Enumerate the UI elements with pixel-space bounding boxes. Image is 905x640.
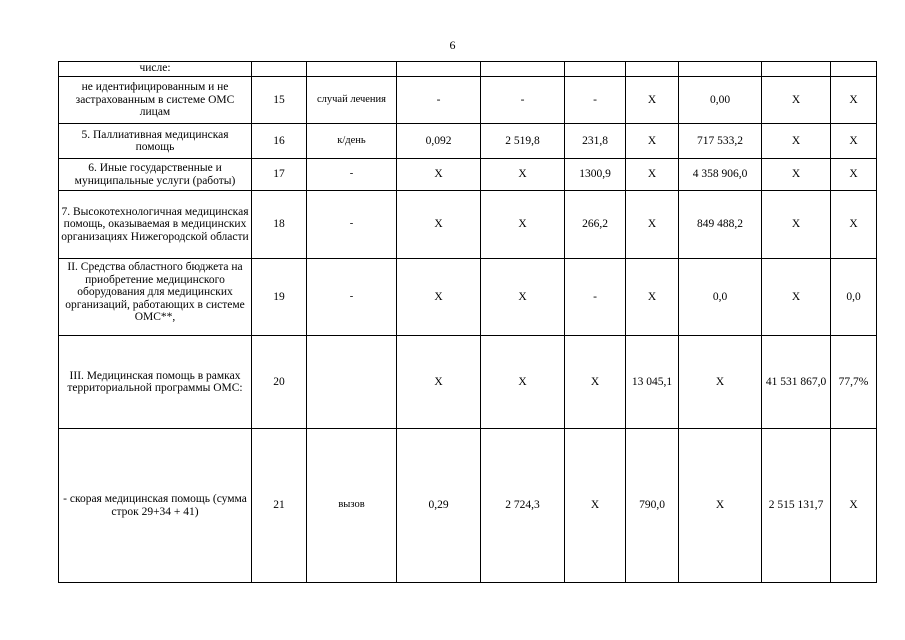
row-cell-6: - (565, 77, 626, 124)
row-cell-7: Х (626, 77, 679, 124)
row-cell-10: Х (831, 159, 877, 191)
row-cell-4 (397, 62, 481, 77)
row-cell-5 (481, 62, 565, 77)
row-cell-9: Х (762, 77, 831, 124)
row-unit: - (307, 191, 397, 259)
row-unit: - (307, 259, 397, 336)
row-cell-7: 790,0 (626, 429, 679, 583)
table-row (59, 429, 877, 583)
table-row (59, 259, 877, 336)
row-cell-4: Х (397, 191, 481, 259)
row-cell-10: Х (831, 77, 877, 124)
row-name: - скорая медицинская помощь (сумма строк 29+34 + 41) (59, 429, 252, 583)
row-cell-10: 0,0 (831, 259, 877, 336)
financing-table (58, 61, 877, 583)
row-number: 18 (252, 191, 307, 259)
table-row (59, 62, 877, 77)
row-name: II. Средства областного бюджета на приобретение медицинского оборудования для медицинских организаций, работающих в системе ОМС**, (59, 259, 252, 336)
row-cell-4: Х (397, 259, 481, 336)
row-cell-8: 0,00 (679, 77, 762, 124)
row-cell-6: - (565, 259, 626, 336)
row-cell-6: 266,2 (565, 191, 626, 259)
row-number: 20 (252, 336, 307, 429)
row-cell-6: 1300,9 (565, 159, 626, 191)
row-cell-8: 0,0 (679, 259, 762, 336)
row-unit: к/день (307, 124, 397, 159)
row-unit (307, 62, 397, 77)
row-cell-8: 717 533,2 (679, 124, 762, 159)
table-row (59, 191, 877, 259)
row-number: 19 (252, 259, 307, 336)
row-cell-8: 4 358 906,0 (679, 159, 762, 191)
row-cell-9: Х (762, 159, 831, 191)
row-name: 7. Высокотехнологичная медицинская помощь, оказываемая в медицинских организациях Нижегородской области (59, 191, 252, 259)
row-cell-8 (679, 62, 762, 77)
row-cell-5: 2 519,8 (481, 124, 565, 159)
row-cell-9 (762, 62, 831, 77)
row-cell-9: 41 531 867,0 (762, 336, 831, 429)
row-name: не идентифицированным и не застрахованным в системе ОМС лицам (59, 77, 252, 124)
row-cell-9: Х (762, 259, 831, 336)
row-cell-9: Х (762, 191, 831, 259)
row-name: числе: (59, 62, 252, 77)
row-cell-4: Х (397, 336, 481, 429)
table-row (59, 336, 877, 429)
row-cell-7 (626, 62, 679, 77)
row-cell-7: Х (626, 159, 679, 191)
row-unit (307, 336, 397, 429)
row-unit: вызов (307, 429, 397, 583)
row-cell-10 (831, 62, 877, 77)
table-row (59, 124, 877, 159)
page-number: 6 (449, 38, 456, 52)
row-cell-7: 13 045,1 (626, 336, 679, 429)
row-name: 5. Паллиативная медицинская помощь (59, 124, 252, 159)
row-cell-8: Х (679, 336, 762, 429)
row-unit: случай лечения (307, 77, 397, 124)
row-cell-5: Х (481, 191, 565, 259)
row-cell-5: Х (481, 159, 565, 191)
row-number: 17 (252, 159, 307, 191)
row-cell-9: Х (762, 124, 831, 159)
table-row (59, 159, 877, 191)
row-cell-4: 0,29 (397, 429, 481, 583)
row-cell-10: Х (831, 124, 877, 159)
row-cell-8: 849 488,2 (679, 191, 762, 259)
row-cell-5: Х (481, 336, 565, 429)
row-number: 15 (252, 77, 307, 124)
row-cell-10: Х (831, 429, 877, 583)
row-cell-5: Х (481, 259, 565, 336)
row-cell-6 (565, 62, 626, 77)
row-cell-8: Х (679, 429, 762, 583)
row-cell-4: - (397, 77, 481, 124)
row-cell-4: Х (397, 159, 481, 191)
row-cell-6: Х (565, 336, 626, 429)
row-cell-7: Х (626, 124, 679, 159)
row-cell-10: 77,7% (831, 336, 877, 429)
table-row (59, 77, 877, 124)
row-cell-6: Х (565, 429, 626, 583)
row-cell-4: 0,092 (397, 124, 481, 159)
row-number: 21 (252, 429, 307, 583)
row-cell-7: Х (626, 191, 679, 259)
row-cell-6: 231,8 (565, 124, 626, 159)
row-cell-9: 2 515 131,7 (762, 429, 831, 583)
row-cell-5: 2 724,3 (481, 429, 565, 583)
row-cell-10: Х (831, 191, 877, 259)
row-number: 16 (252, 124, 307, 159)
row-unit: - (307, 159, 397, 191)
row-number (252, 62, 307, 77)
row-cell-7: Х (626, 259, 679, 336)
row-cell-5: - (481, 77, 565, 124)
row-name: 6. Иные государственные и муниципальные услуги (работы) (59, 159, 252, 191)
row-name: III. Медицинская помощь в рамках территориальной программы ОМС: (59, 336, 252, 429)
